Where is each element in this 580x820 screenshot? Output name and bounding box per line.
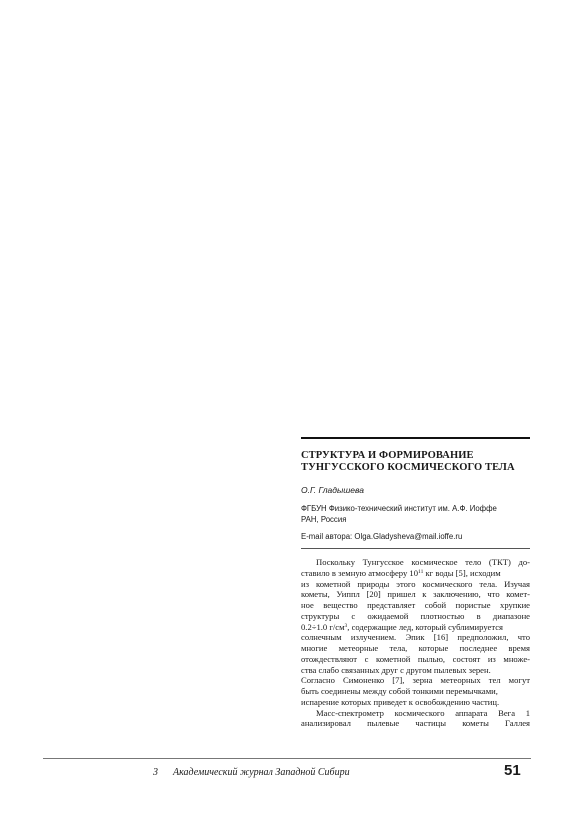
article-author: О.Г. Гладышева <box>301 485 364 495</box>
body-superscript: 3 <box>344 622 348 629</box>
body-line: испарение которых приведет к освобождению частиц. <box>301 696 500 707</box>
title-top-rule <box>301 437 530 439</box>
email-label: E-mail автора: <box>301 532 353 541</box>
journal-name: Академический журнал Западной Сибири <box>173 767 350 778</box>
body-line: Масс-спектрометр космического аппарата Вега 1 <box>316 707 530 718</box>
affiliation-line-2: РАН, Россия <box>301 514 347 524</box>
body-line: Поскольку Тунгусское космическое тело (ТКТ) до- <box>316 557 530 567</box>
affiliation-line-1: ФГБУН Физико-технический институт им. А.Ф. Иоффе <box>301 504 497 513</box>
body-text: ставило в земную атмосферу 10 <box>301 567 419 578</box>
author-email: Olga.Gladysheva@mail.ioffe.ru <box>354 532 463 541</box>
body-line: ства слабо связанных друг с другом пылевых зерен. <box>301 664 491 675</box>
body-line <box>301 568 530 579</box>
page-number: 51 <box>504 762 521 779</box>
body-line: солнечным излучением. Эпик [16] предположил, что <box>301 632 530 643</box>
article-title-line-1: СТРУКТУРА И ФОРМИРОВАНИЕ <box>301 450 474 461</box>
body-line: отождествляют с кометной пылью, состоят из множе- <box>301 653 530 664</box>
body-line: структуры с ожидаемой плотностью в диапазоне <box>301 610 530 621</box>
body-line: многие метеорные тела, которые последнее время <box>301 643 530 653</box>
body-line: Согласно Симоненко [7], зерна метеорных тел могут <box>301 675 530 686</box>
header-bottom-rule <box>301 548 530 549</box>
body-line: из кометной природы этого космического тела. Изучая <box>301 578 530 589</box>
body-text: кг воды [5], исходим <box>423 567 501 578</box>
author-email-line <box>301 532 462 542</box>
body-superscript: 11 <box>418 568 424 575</box>
body-text: , содержащие лед, который сублимируется <box>347 621 503 632</box>
body-line <box>301 622 530 633</box>
article-body <box>301 557 530 729</box>
body-line: анализировал пылевые частицы кометы Галлея <box>301 718 530 729</box>
journal-issue-number: 3 <box>153 767 158 778</box>
body-text: 0.2÷1.0 г/см <box>301 621 345 632</box>
body-line: быть соединены между собой тонкими перемычками, <box>301 686 498 696</box>
footer-rule <box>43 758 531 759</box>
body-line: кометы, Уиппл [20] пришел к заключению, что комет- <box>301 589 530 600</box>
article-title-line-2: ТУНГУССКОГО КОСМИЧЕСКОГО ТЕЛА <box>301 462 515 473</box>
body-line: ное вещество представляет собой пористые хрупкие <box>301 600 530 610</box>
article-title <box>301 450 531 474</box>
author-affiliation <box>301 504 529 525</box>
